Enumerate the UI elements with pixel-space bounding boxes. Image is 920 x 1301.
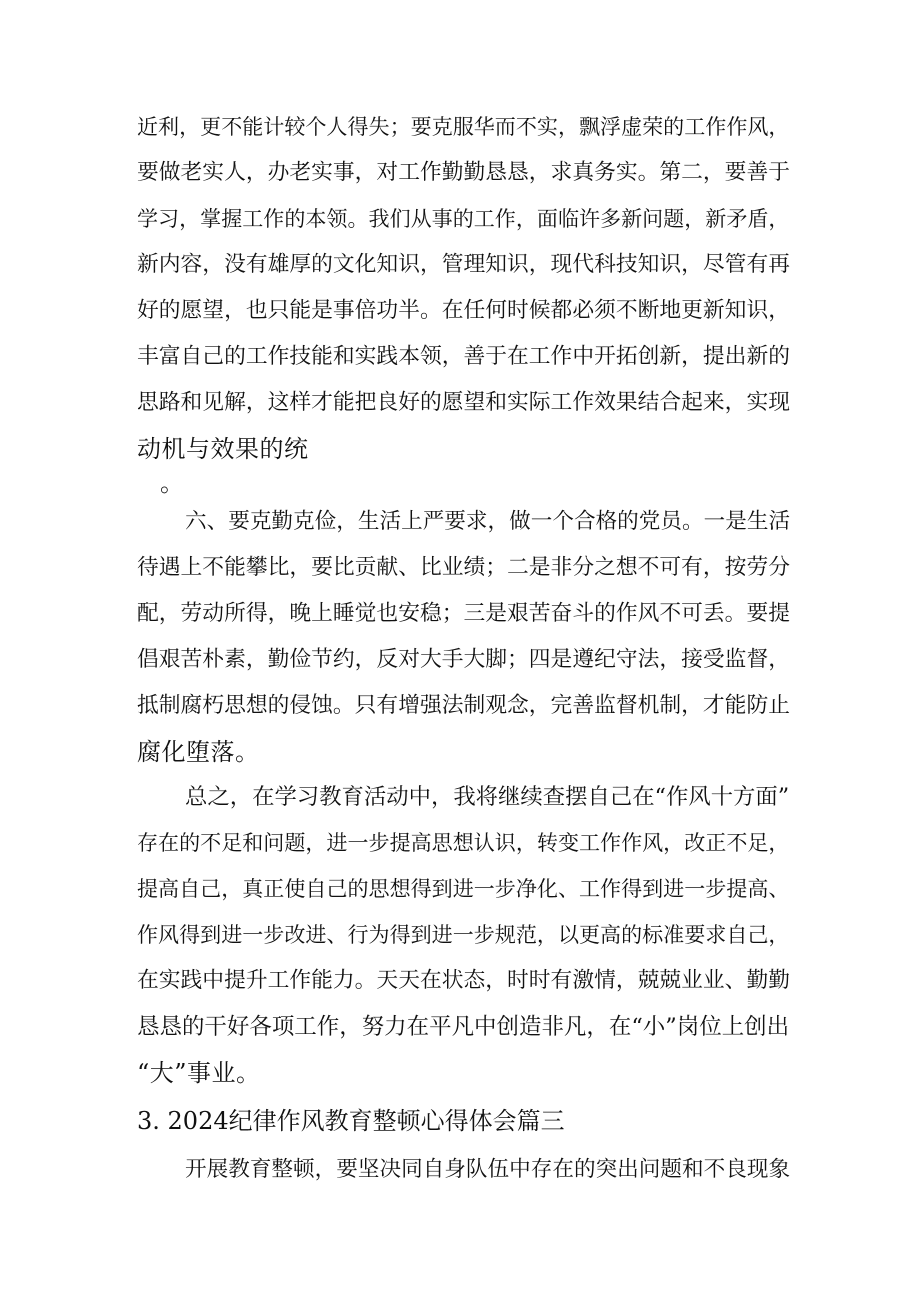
paragraph-line: 六、要克勤克俭，生活上严要求，做一个合格的党员。一是生活: [185, 509, 791, 534]
paragraph-line: “大”事业。: [137, 1059, 261, 1087]
section-heading: 3. 2024纪律作风教育整顿心得体会篇三: [137, 1107, 565, 1135]
paragraph-line: 开展教育整顿，要坚决同自身队伍中存在的突出问题和不良现象: [185, 1157, 791, 1182]
paragraph-line: 作风得到进一步改进、行为得到进一步规范，以更高的标准要求自己，: [137, 922, 790, 947]
paragraph-line: 在实践中提升工作能力。天天在状态，时时有激情，兢兢业业、勤勤: [137, 968, 790, 993]
paragraph-line: 腐化堕落。: [137, 738, 260, 766]
paragraph-line: 好的愿望，也只能是事倍功半。在任何时候都必须不断地更新知识，: [137, 298, 790, 323]
paragraph-line: 思路和见解，这样才能把良好的愿望和实际工作效果结合起来，实现: [137, 390, 790, 415]
paragraph-line: 待遇上不能攀比，要比贡献、比业绩；二是非分之想不可有，按劳分: [137, 555, 790, 580]
paragraph-line: 恳恳的干好各项工作，努力在平凡中创造非凡，在“小”岗位上创出: [137, 1014, 790, 1040]
stray-period: 。: [160, 469, 185, 497]
paragraph-line: 配，劳动所得，晚上睡觉也安稳；三是艰苦奋斗的作风不可丢。要提: [137, 601, 790, 626]
paragraph-line: 抵制腐朽思想的侵蚀。只有增强法制观念，完善监督机制，才能防止: [137, 693, 790, 718]
paragraph-line: 近利，更不能计较个人得失；要克服华而不实，飘浮虚荣的工作作风，: [137, 114, 790, 139]
paragraph-line: 新内容，没有雄厚的文化知识，管理知识，现代科技知识，尽管有再: [137, 252, 790, 277]
paragraph-line: 要做老实人，办老实事，对工作勤勤恳恳，求真务实。第二，要善于: [137, 160, 790, 185]
paragraph-line: 动机与效果的统: [137, 435, 309, 463]
paragraph-line: 倡艰苦朴素，勤俭节约，反对大手大脚；四是遵纪守法，接受监督，: [137, 647, 790, 672]
paragraph-line: 丰富自己的工作技能和实践本领，善于在工作中开拓创新，提出新的: [137, 344, 790, 369]
paragraph-line: 总之，在学习教育活动中，我将继续查摆自己在“作风十方面”: [185, 784, 790, 810]
paragraph-line: 提高自己，真正使自己的思想得到进一步净化、工作得到进一步提高、: [137, 876, 790, 901]
paragraph-line: 学习，掌握工作的本领。我们从事的工作，面临许多新问题，新矛盾，: [137, 206, 790, 231]
paragraph-line: 存在的不足和问题，进一步提高思想认识，转变工作作风，改正不足，: [137, 830, 790, 855]
